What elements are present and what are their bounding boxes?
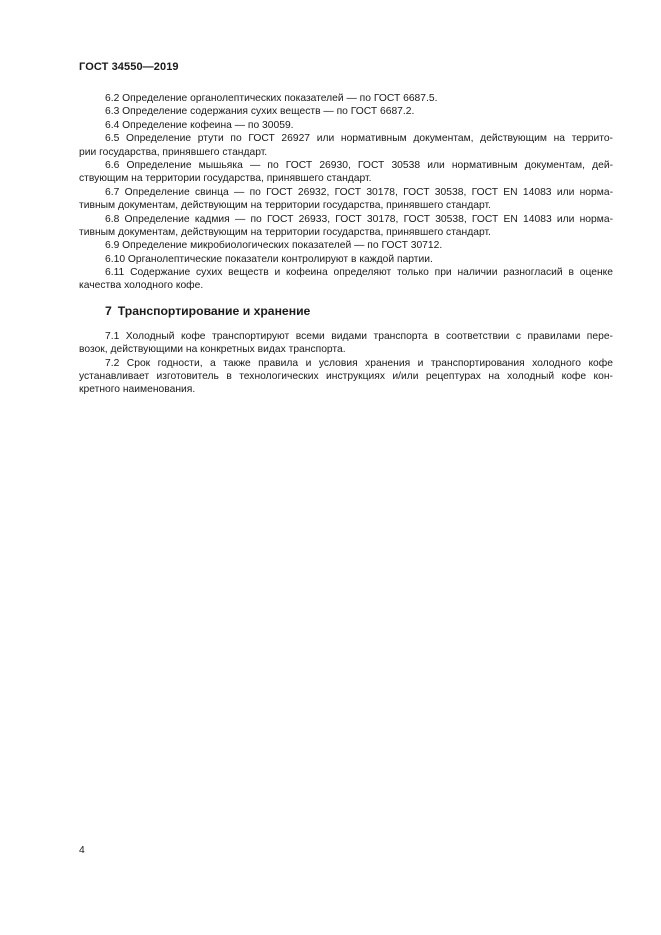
paragraph bbox=[79, 213, 613, 240]
section-6-list bbox=[79, 92, 613, 293]
paragraph-line: рии государства, принявшего стандарт. bbox=[79, 146, 268, 158]
page-number: 4 bbox=[79, 845, 85, 856]
section-7-number: 7 bbox=[105, 303, 112, 318]
paragraph-line: 6.8 Определение кадмия — по ГОСТ 26933, ГОСТ 30178, ГОСТ 30538, ГОСТ EN 14083 или норма- bbox=[105, 213, 613, 225]
paragraph-line: тивным документам, действующим на территории государства, принявшего стандарт. bbox=[79, 200, 491, 212]
paragraph-line: 6.6 Определение мышьяка — по ГОСТ 26930, ГОСТ 30538 или нормативным документам, дей- bbox=[105, 159, 613, 171]
paragraph-line: качества холодного кофе. bbox=[79, 280, 204, 292]
paragraph-line: устанавливает изготовитель в технологических инструкциях и/или рецептурах на холодный кофе кон- bbox=[79, 371, 613, 383]
section-7-title: Транспортирование и хранение bbox=[117, 303, 311, 318]
paragraph bbox=[79, 159, 613, 186]
paragraph bbox=[79, 239, 613, 252]
paragraph-line: 6.3 Определение содержания сухих веществ — по ГОСТ 6687.2. bbox=[105, 106, 415, 118]
paragraph-line: ствующим на территории государства, принявшего стандарт. bbox=[79, 173, 372, 185]
paragraph bbox=[79, 266, 613, 293]
document-code: ГОСТ 34550—2019 bbox=[79, 61, 179, 73]
paragraph-line: 7.2 Срок годности, а также правила и условия хранения и транспортирования холодного кофе bbox=[105, 357, 613, 369]
paragraph-line: возок, действующими на конкретных видах транспорта. bbox=[79, 344, 346, 356]
section-7-list bbox=[79, 330, 613, 397]
page-content bbox=[79, 92, 613, 397]
paragraph-line: 6.2 Определение органолептических показателей — по ГОСТ 6687.5. bbox=[105, 93, 438, 104]
paragraph-line: 7.1 Холодный кофе транспортируют всеми видами транспорта в соответствии с правилами пере- bbox=[105, 330, 613, 342]
paragraph bbox=[79, 92, 613, 105]
paragraph bbox=[79, 132, 613, 159]
section-7-heading bbox=[79, 303, 613, 319]
paragraph bbox=[79, 357, 613, 397]
paragraph-line: 6.11 Содержание сухих веществ и кофеина определяют только при наличии разногласий в оценке bbox=[105, 267, 613, 279]
paragraph-line: 6.5 Определение ртути по ГОСТ 26927 или нормативным документам, действующим на террито- bbox=[105, 133, 613, 145]
paragraph-line: 6.7 Определение свинца — по ГОСТ 26932, ГОСТ 30178, ГОСТ 30538, ГОСТ EN 14083 или норма- bbox=[105, 186, 613, 198]
paragraph-line: кретного наименования. bbox=[79, 384, 196, 396]
paragraph-line: 6.10 Органолептические показатели контролируют в каждой партии. bbox=[105, 253, 433, 265]
paragraph-line: 6.9 Определение микробиологических показателей — по ГОСТ 30712. bbox=[105, 240, 443, 252]
paragraph bbox=[79, 186, 613, 213]
paragraph bbox=[79, 105, 613, 118]
paragraph bbox=[79, 119, 613, 132]
paragraph-line: 6.4 Определение кофеина — по 30059. bbox=[105, 119, 294, 131]
paragraph bbox=[79, 253, 613, 266]
paragraph-line: тивным документам, действующим на территории государства, принявшего стандарт. bbox=[79, 226, 491, 238]
paragraph bbox=[79, 330, 613, 357]
